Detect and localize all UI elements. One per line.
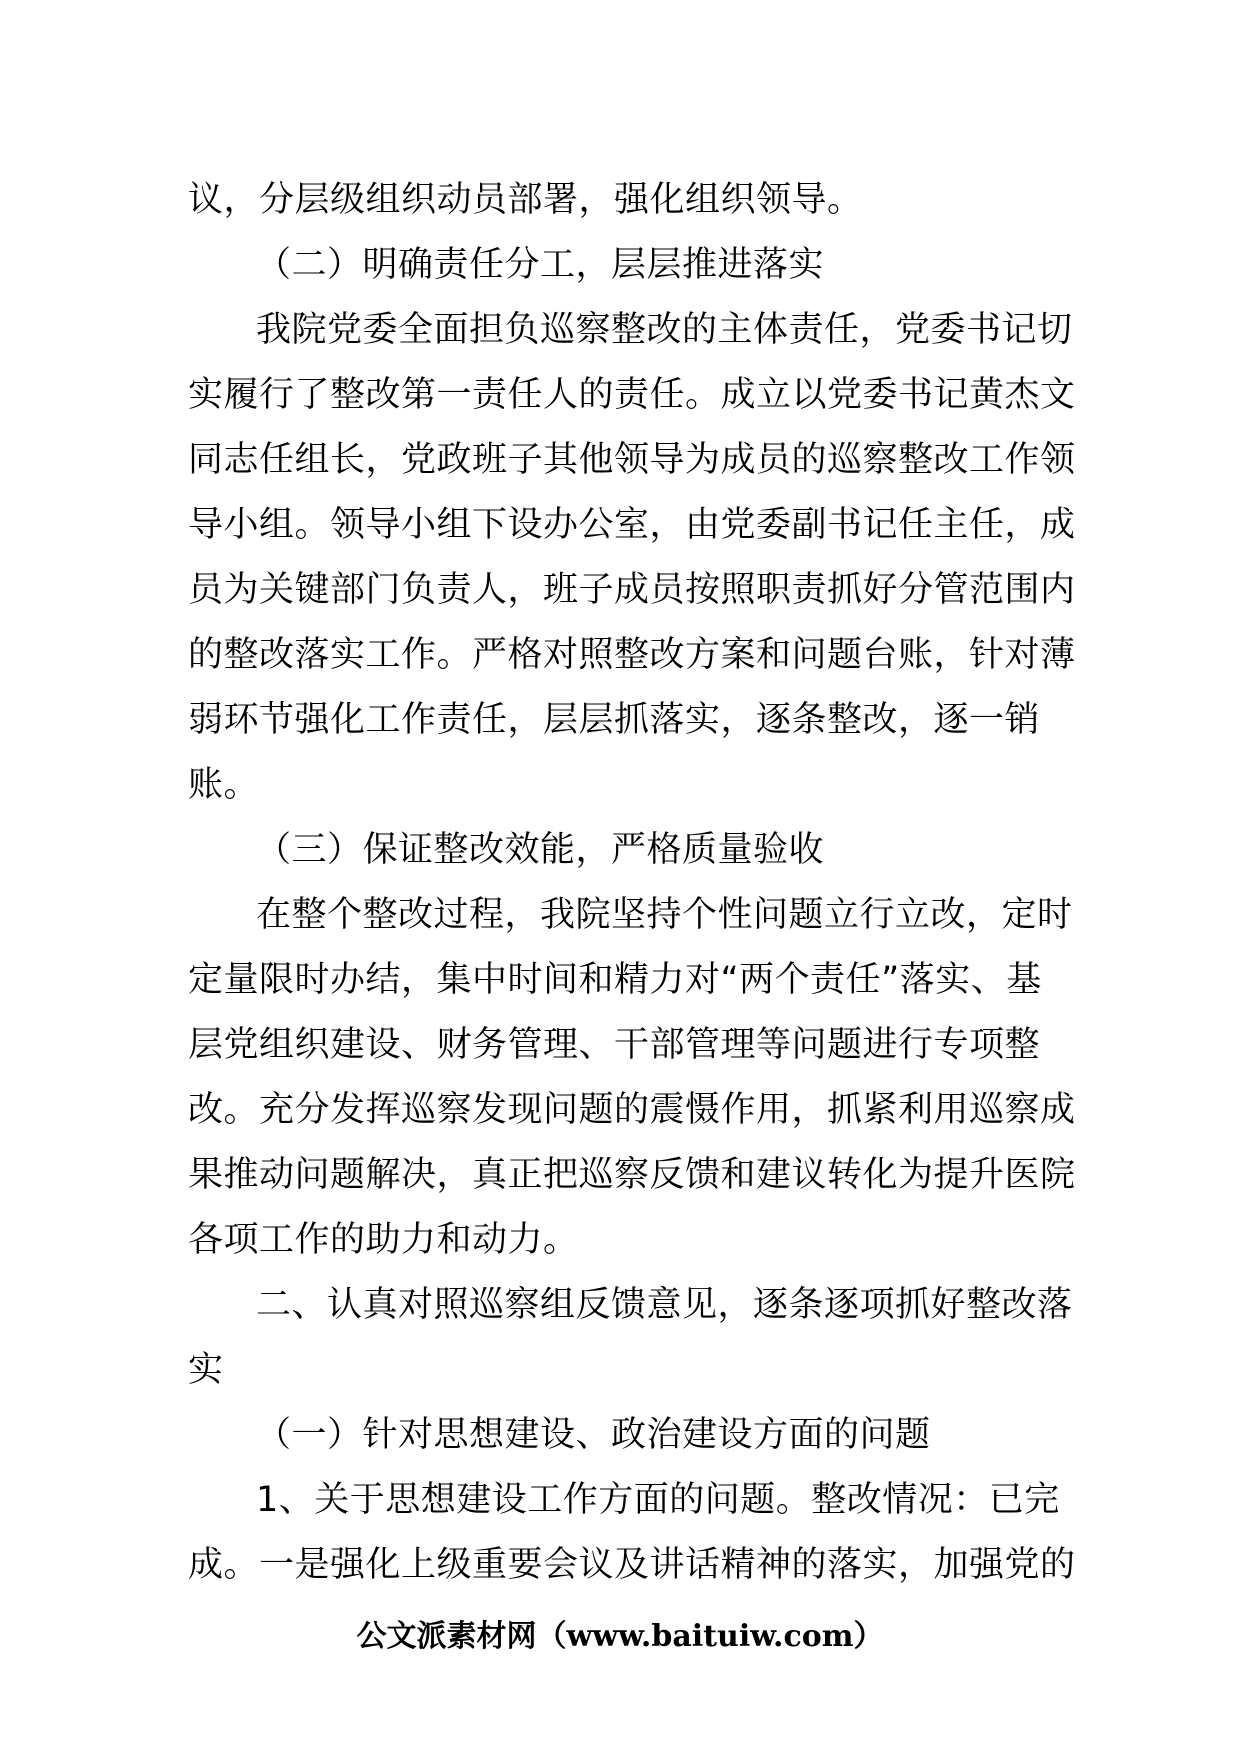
section-heading: （二）明确责任分工，层层推进落实 [256,245,825,285]
text-line: 果推动问题解决，真正把巡察反馈和建议转化为提升医院 [188,1155,1076,1195]
text-line: 1、关于思想建设工作方面的问题。整改情况：已完 [256,1480,1060,1520]
text-line: 同志任组长，党政班子其他领导为成员的巡察整改工作领 [188,440,1076,480]
text-line: 议，分层级组织动员部署，强化组织领导。 [188,180,863,220]
text-line: 定量限时办结，集中时间和精力对“两个责任”落实、基 [188,960,1042,1000]
text-line: 我院党委全面担负巡察整改的主体责任，党委书记切 [256,310,1073,350]
text-line: 实履行了整改第一责任人的责任。成立以党委书记黄杰文 [188,375,1076,415]
text-line: 弱环节强化工作责任，层层抓落实，逐条整改，逐一销 [188,700,1041,740]
document-body [188,168,1076,1598]
text-line: 层党组织建设、财务管理、干部管理等问题进行专项整 [188,1025,1041,1065]
text-line: 实 [188,1350,224,1390]
text-line: 账。 [188,765,260,805]
section-heading: （一）针对思想建设、政治建设方面的问题 [256,1415,931,1455]
text-line: 导小组。领导小组下设办公室，由党委副书记任主任，成 [188,505,1076,545]
section-heading: 二、认真对照巡察组反馈意见，逐条逐项抓好整改落 [256,1285,1073,1325]
text-line: 成。一是强化上级重要会议及讲话精神的落实，加强党的 [188,1545,1076,1585]
section-heading: （三）保证整改效能，严格质量验收 [256,830,825,870]
text-line: 的整改落实工作。严格对照整改方案和问题台账，针对薄 [188,635,1076,675]
footer-watermark: 公文派素材网（www.baituiw.com） [356,1619,884,1654]
text-line: 在整个整改过程，我院坚持个性问题立行立改，定时 [256,895,1073,935]
text-line: 各项工作的助力和动力。 [188,1220,579,1260]
text-line: 员为关键部门负责人，班子成员按照职责抓好分管范围内 [188,570,1076,610]
text-line: 改。充分发挥巡察发现问题的震慑作用，抓紧利用巡察成 [188,1090,1076,1130]
